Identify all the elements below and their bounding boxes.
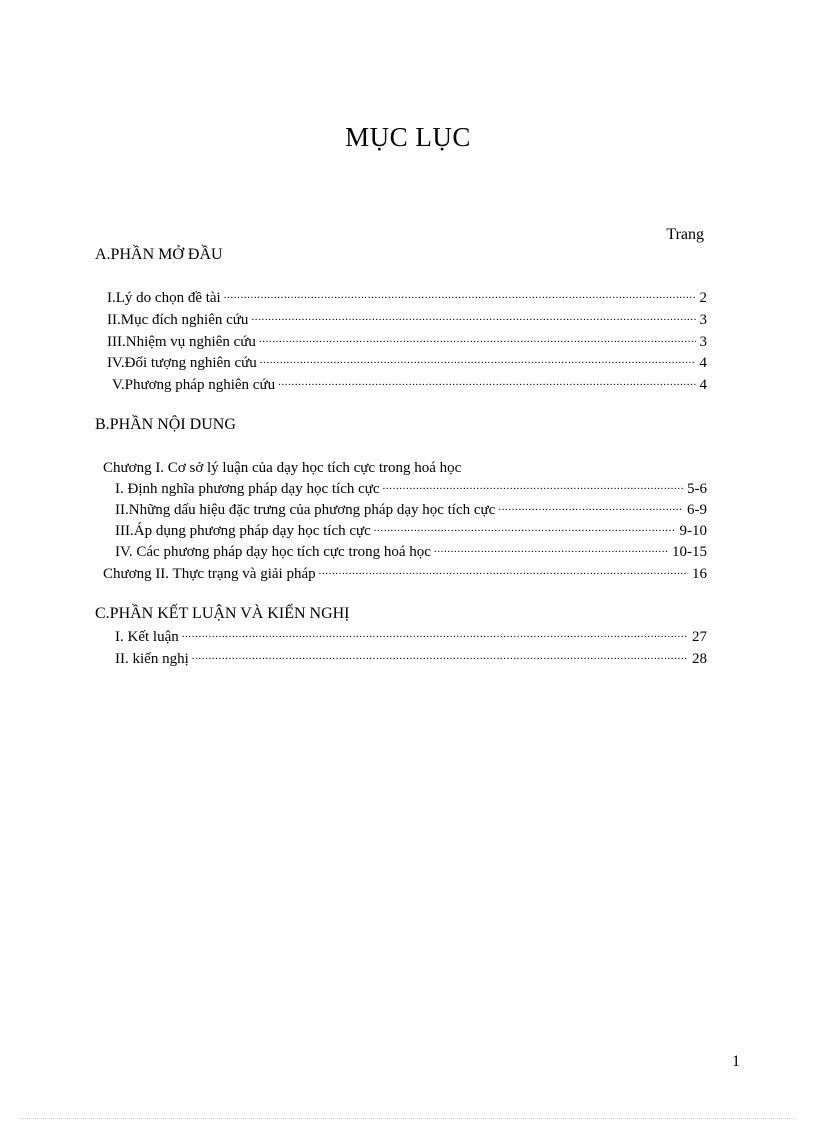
dot-leader [278, 375, 695, 395]
toc-entry-page: 10-15 [672, 544, 707, 560]
dot-leader [260, 353, 696, 373]
toc-entry [115, 500, 707, 520]
dot-leader [259, 332, 696, 352]
dot-leader [182, 627, 688, 647]
toc-entry-label: IV. Các phương pháp dạy học tích cực trong hoá học [115, 544, 431, 560]
section-heading-b: B.PHẦN NỘI DUNG [95, 416, 236, 433]
section-heading-a: A.PHẦN MỞ ĐẦU [95, 246, 223, 263]
toc-entry [107, 332, 707, 352]
toc-entry-label: I. Kết luận [115, 629, 179, 645]
toc-entry [115, 479, 707, 499]
toc-entry-page: 4 [699, 377, 707, 393]
toc-entry-label: I. Định nghĩa phương pháp dạy học tích cực [115, 481, 380, 497]
toc-entry [112, 375, 707, 395]
toc-entry [103, 564, 707, 584]
toc-entry [115, 649, 707, 669]
toc-entry [107, 288, 707, 308]
toc-entry-label: V.Phương pháp nghiên cứu [112, 377, 276, 393]
toc-entry-page: 2 [699, 290, 707, 306]
dot-leader [224, 288, 696, 308]
toc-entry [115, 627, 707, 647]
toc-entry-page: 28 [692, 651, 707, 667]
toc-entry-label: Chương II. Thực trạng và giải pháp [103, 566, 316, 582]
toc-entry-page: 6-9 [687, 502, 707, 518]
page-bottom-border [20, 1118, 796, 1119]
dot-leader [251, 310, 695, 330]
dot-leader [383, 479, 683, 499]
toc-entry-page: 27 [692, 629, 707, 645]
toc-entry-page: 9-10 [679, 523, 707, 539]
toc-entry-label: IV.Đối tượng nghiên cứu [107, 355, 257, 371]
toc-entry-page: 3 [699, 312, 707, 328]
dot-leader [498, 500, 683, 520]
toc-entry-label: III.Áp dụng phương pháp dạy học tích cực [115, 523, 371, 539]
toc-entry-label: I.Lý do chọn đề tài [107, 290, 221, 306]
toc-entry-page: 16 [692, 566, 707, 582]
chapter-heading: Chương I. Cơ sở lý luận của dạy học tích cực trong hoá học [103, 460, 462, 476]
dot-leader [192, 649, 688, 669]
toc-entry [115, 542, 707, 562]
toc-entry-page: 4 [699, 355, 707, 371]
toc-entry-label: III.Nhiệm vụ nghiên cứu [107, 334, 256, 350]
toc-entry [107, 310, 707, 330]
page-title: MỤC LỤC [345, 122, 471, 152]
toc-entry-label: II. kiến nghị [115, 651, 189, 667]
toc-entry-label: II.Mục đích nghiên cứu [107, 312, 249, 328]
page-number: 1 [732, 1053, 740, 1070]
section-heading-c: C.PHẦN KẾT LUẬN VÀ KIẾN NGHỊ [95, 605, 350, 622]
toc-entry [115, 521, 707, 541]
dot-leader [319, 564, 688, 584]
dot-leader [434, 542, 668, 562]
toc-entry-page: 5-6 [687, 481, 707, 497]
dot-leader [374, 521, 676, 541]
toc-entry [107, 353, 707, 373]
toc-entry-label: II.Những dấu hiệu đặc trưng của phương pháp dạy học tích cực [115, 502, 496, 518]
page-column-header: Trang [666, 226, 704, 243]
toc-entry-page: 3 [699, 334, 707, 350]
